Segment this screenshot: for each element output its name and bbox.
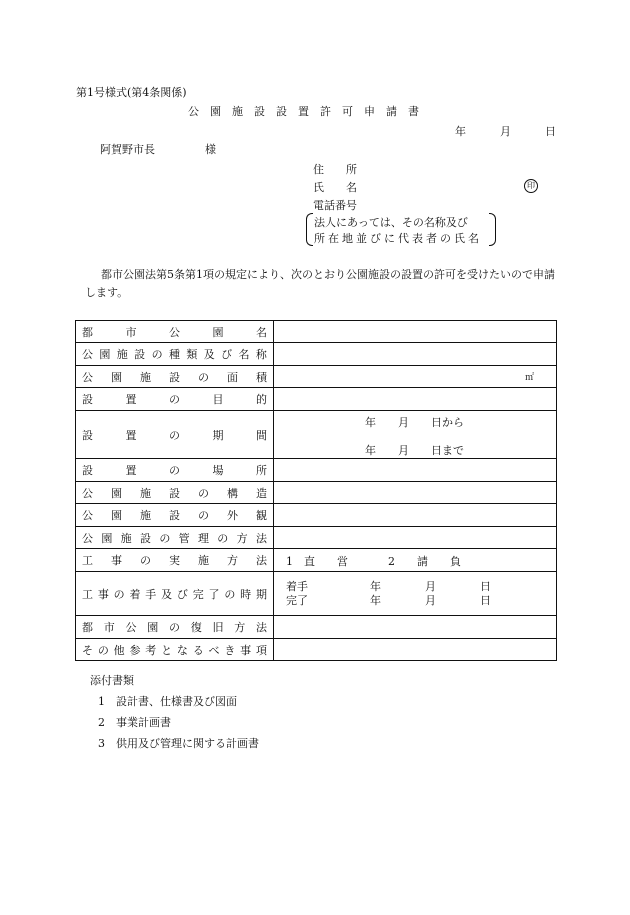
table-row [76, 549, 557, 572]
table-row [76, 504, 557, 527]
list-item: 3 供用及び管理に関する計画書 [98, 737, 259, 750]
construction-period-field[interactable] [274, 572, 557, 616]
row-label: 公 園 施 設 の 構 造 [76, 482, 274, 504]
method-option-contract[interactable]: 2 請 負 [388, 555, 461, 568]
date-month: 月 [500, 125, 511, 138]
facility-area-field[interactable] [274, 366, 557, 388]
construction-method-field[interactable] [274, 549, 557, 572]
table-row [76, 482, 557, 504]
row-label: 公 園 施 設 の 管 理 の 方 法 [76, 527, 274, 549]
address-label: 住 所 [313, 163, 357, 176]
application-table [75, 320, 557, 661]
table-row [76, 388, 557, 411]
row-label: 都 市 公 園 の 復 旧 方 法 [76, 616, 274, 639]
row-label: 設 置 の 目 的 [76, 388, 274, 411]
row-label: 工 事 の 実 施 方 法 [76, 549, 274, 572]
appearance-field[interactable] [274, 504, 557, 527]
start-label: 着手 [286, 580, 308, 593]
period-to: 年 月 日まで [365, 444, 464, 457]
list-item: 2 事業計画書 [98, 716, 171, 729]
attachments-heading: 添付書類 [90, 674, 134, 687]
name-label: 氏 名 [313, 181, 357, 194]
management-method-field[interactable] [274, 527, 557, 549]
form-number: 第1号様式(第4条関係) [76, 86, 187, 99]
row-label: 公 園 施 設 の 面 積 [76, 366, 274, 388]
form-title: 公園施設設置許可申請書 [188, 105, 430, 118]
corp-note-line2: 所在地並びに代表者の氏名 [314, 232, 482, 245]
bracket-right [489, 213, 496, 246]
start-date: 年 月 日 [370, 580, 491, 593]
row-label: そ の 他 参 考 と な る べ き 事 項 [76, 639, 274, 661]
list-item: 1 設計書、仕様書及び図面 [98, 695, 237, 708]
application-date [455, 123, 556, 139]
other-reference-field[interactable] [274, 639, 557, 661]
row-label: 公 園 施 設 の 種 類 及 び 名 称 [76, 343, 274, 366]
table-row [76, 343, 557, 366]
row-label: 設 置 の 期 間 [76, 411, 274, 459]
table-row [76, 572, 557, 616]
corp-note-line1: 法人にあっては、その名称及び [314, 216, 468, 229]
park-name-field[interactable] [274, 321, 557, 343]
period-from: 年 月 日から [365, 416, 464, 429]
method-option-direct[interactable]: 1 直 営 [286, 555, 348, 568]
row-label: 設 置 の 場 所 [76, 459, 274, 482]
table-row [76, 411, 557, 459]
date-day: 日 [545, 125, 556, 138]
row-label: 工 事 の 着 手 及 び 完 了 の 時 期 [76, 572, 274, 616]
table-row [76, 616, 557, 639]
intro-text: 都市公園法第5条第1項の規定により、次のとおり公園施設の設置の許可を受けたいので申請します。 [85, 268, 555, 299]
location-field[interactable] [274, 459, 557, 482]
end-label: 完了 [286, 594, 308, 607]
bracket-left [306, 213, 313, 246]
row-label: 公 園 施 設 の 外 観 [76, 504, 274, 527]
honorific: 様 [205, 143, 216, 156]
addressee: 阿賀野市長 [100, 143, 155, 156]
facility-type-field[interactable] [274, 343, 557, 366]
purpose-field[interactable] [274, 388, 557, 411]
restoration-method-field[interactable] [274, 616, 557, 639]
structure-field[interactable] [274, 482, 557, 504]
table-row [76, 639, 557, 661]
corporation-note [306, 213, 496, 245]
table-row [76, 366, 557, 388]
table-row [76, 321, 557, 343]
end-date: 年 月 日 [370, 594, 491, 607]
date-year: 年 [455, 125, 466, 138]
period-field[interactable] [274, 411, 557, 459]
area-unit: ㎡ [524, 373, 534, 383]
phone-label: 電話番号 [313, 199, 357, 212]
row-label: 都 市 公 園 名 [76, 321, 274, 343]
attachments [90, 670, 259, 754]
seal-icon: 印 [524, 179, 538, 193]
table-row [76, 459, 557, 482]
table-row [76, 527, 557, 549]
